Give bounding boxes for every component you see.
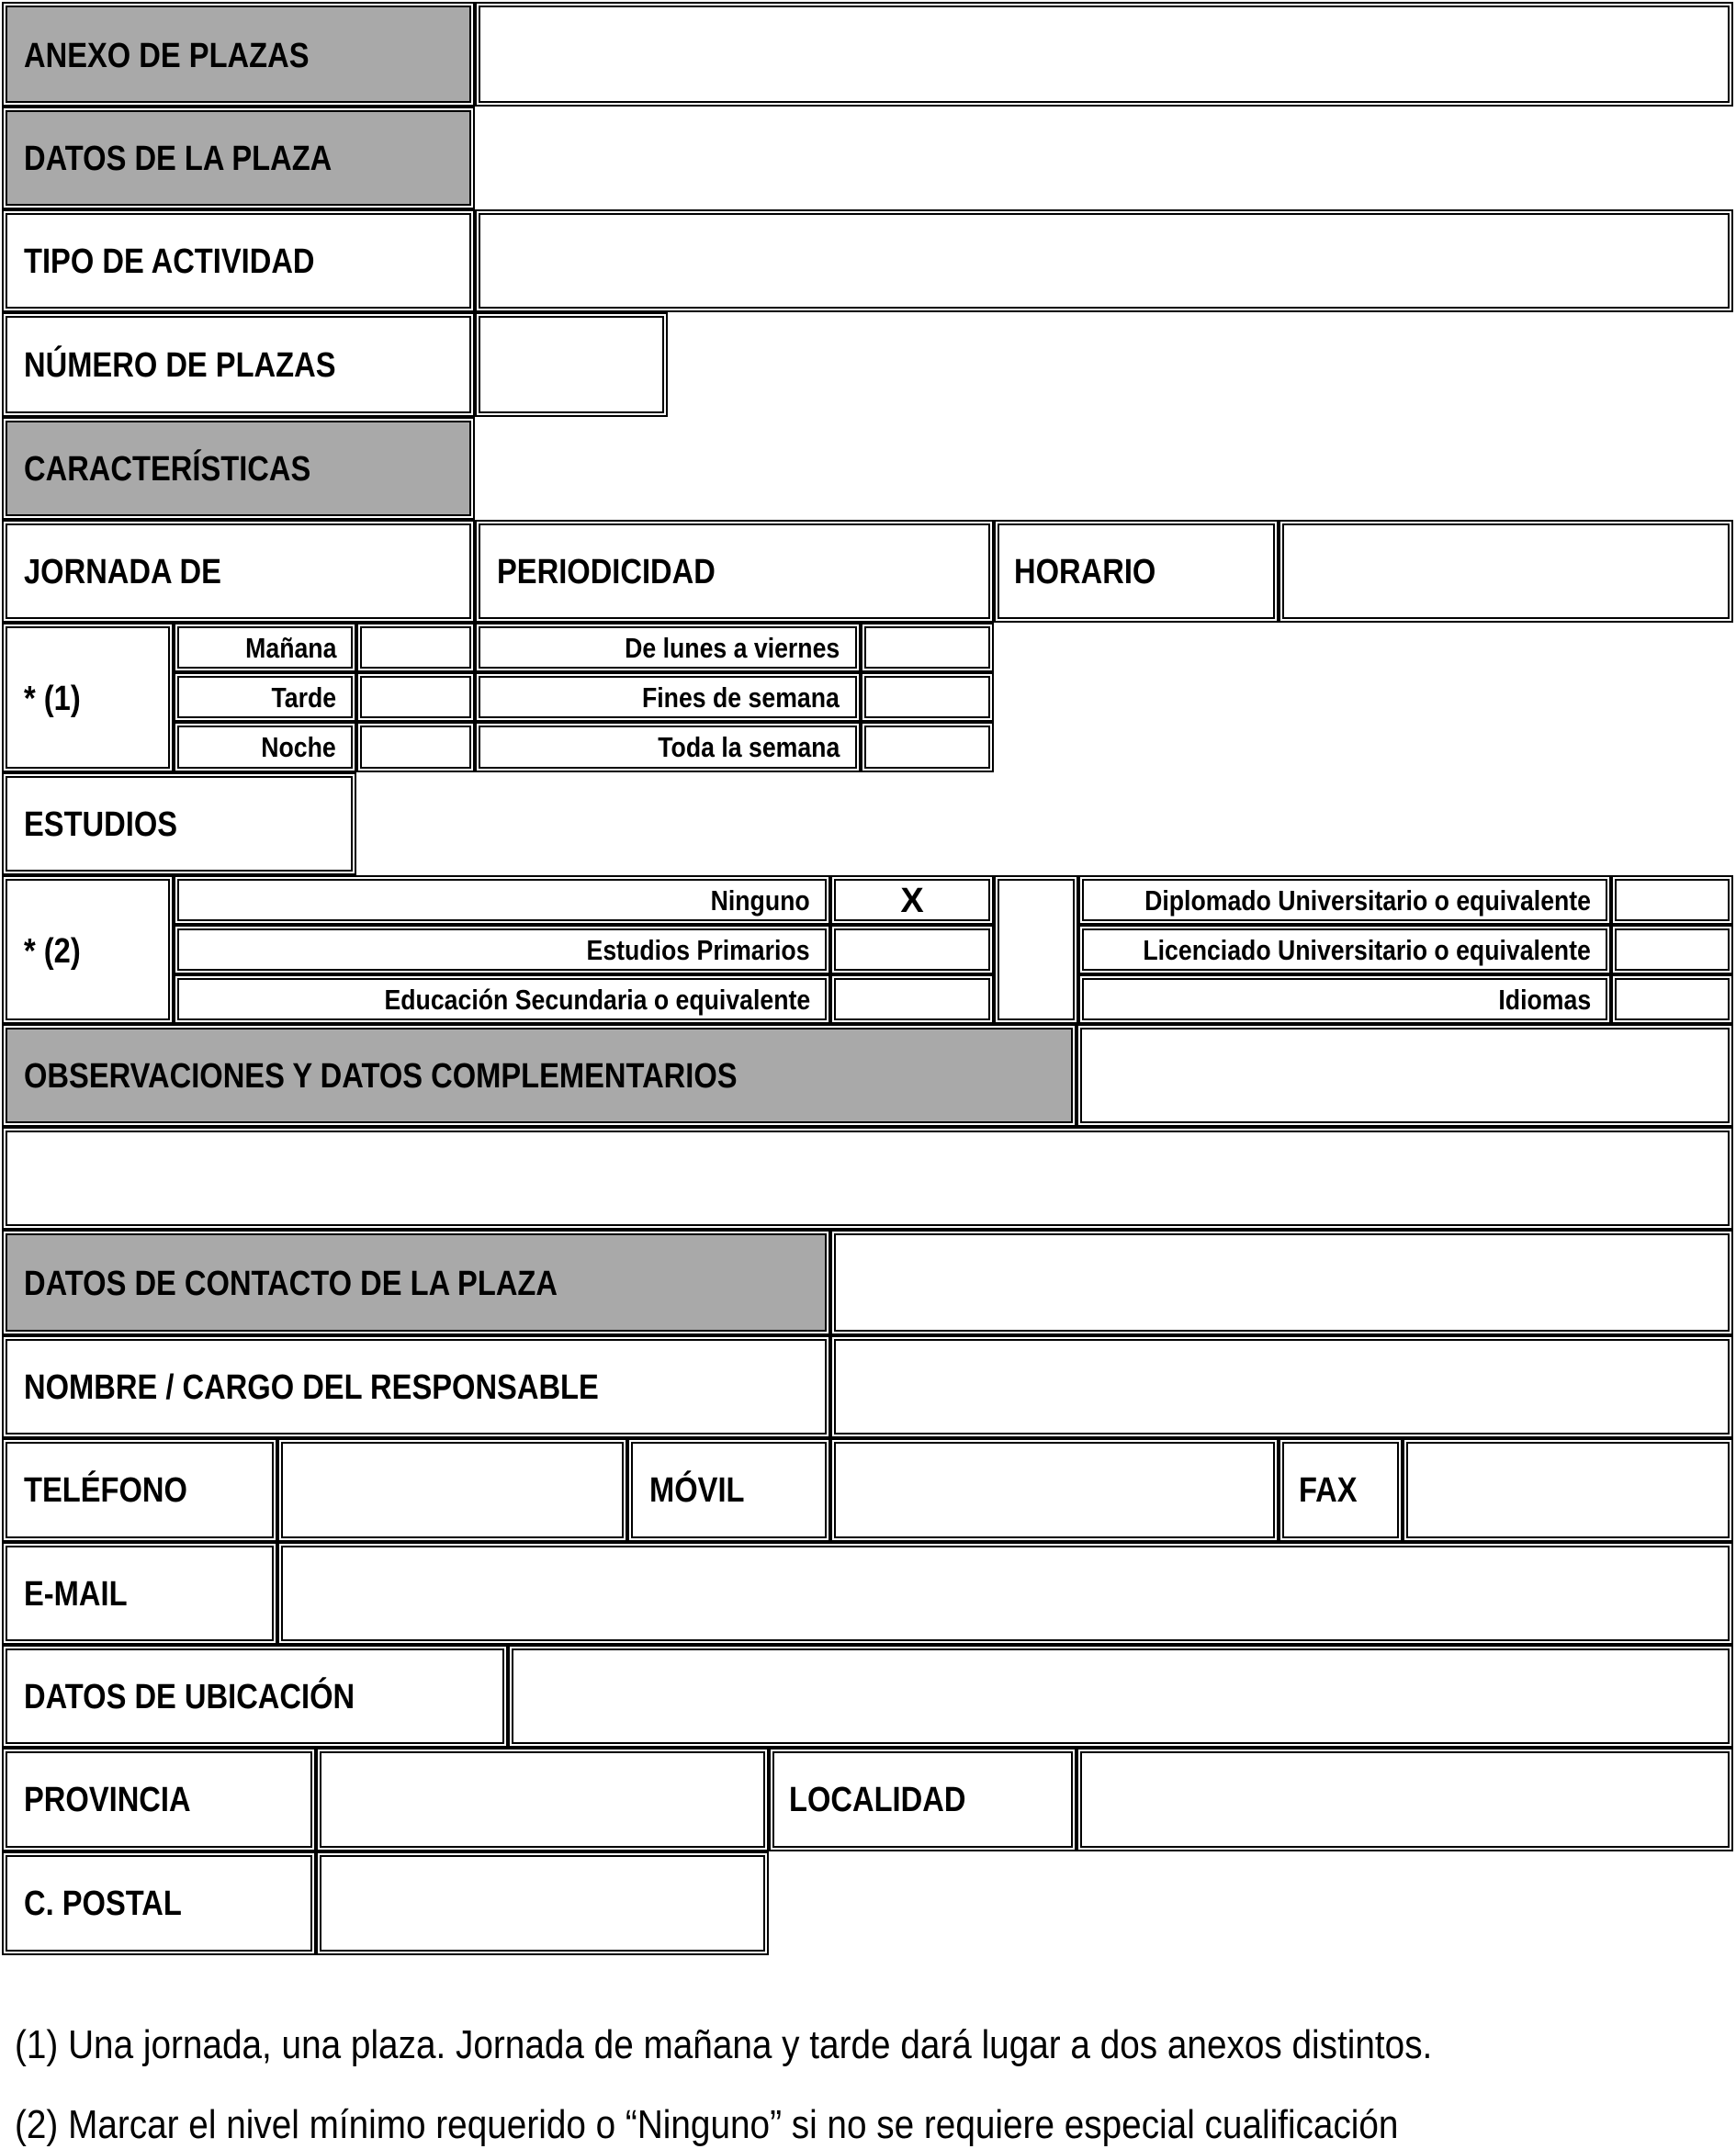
estudios-option-label: Diplomado Universitario o equivalente [1144, 884, 1591, 917]
c-postal-field[interactable] [316, 1851, 769, 1955]
periodicidad-option-label: Toda la semana [657, 731, 840, 763]
localidad-label: LOCALIDAD [789, 1781, 966, 1819]
periodicidad-option-label: Fines de semana [642, 681, 840, 714]
jornada-checkbox-manana[interactable] [356, 623, 475, 672]
email-label: E-MAIL [24, 1575, 128, 1614]
estudios-checkbox-primarios[interactable] [830, 925, 994, 974]
provincia-field[interactable] [316, 1748, 769, 1851]
ubicacion-field[interactable] [508, 1645, 1733, 1748]
footnote-1: (1) Una jornada, una plaza. Jornada de mañana y tarde dará lugar a dos anexos distintos. [15, 2022, 1433, 2067]
observaciones-side-field[interactable] [1077, 1024, 1733, 1127]
movil-field[interactable] [830, 1438, 1279, 1542]
estudios-option-label: Estudios Primarios [587, 934, 810, 966]
observaciones-title: OBSERVACIONES Y DATOS COMPLEMENTARIOS [24, 1057, 738, 1096]
fax-label: FAX [1299, 1471, 1358, 1510]
ref2-label: * (2) [24, 932, 81, 971]
horario-label: HORARIO [1014, 553, 1156, 591]
localidad-field[interactable] [1077, 1748, 1733, 1851]
horario-field[interactable] [1279, 520, 1733, 623]
jornada-checkbox-noche[interactable] [356, 722, 475, 772]
caracteristicas-title: CARACTERÍSTICAS [24, 450, 311, 489]
footnote-2: (2) Marcar el nivel mínimo requerido o “Ninguno” si no se requiere especial cualificación [15, 2102, 1399, 2147]
periodicidad-checkbox-fines-semana[interactable] [861, 672, 994, 722]
c-postal-label: C. POSTAL [24, 1885, 182, 1923]
estudios-option-label: Licenciado Universitario o equivalente [1143, 934, 1591, 966]
nombre-cargo-label: NOMBRE / CARGO DEL RESPONSABLE [24, 1368, 599, 1407]
estudios-label: ESTUDIOS [24, 805, 178, 844]
jornada-option-label: Mañana [244, 632, 336, 664]
periodicidad-option-label: De lunes a viernes [624, 632, 840, 664]
periodicidad-checkbox-toda-semana[interactable] [861, 722, 994, 772]
estudios-checkbox-diplomado[interactable] [1611, 875, 1733, 925]
ubicacion-label: DATOS DE UBICACIÓN [24, 1678, 355, 1716]
estudios-spacer-cell [994, 875, 1078, 1024]
telefono-label: TELÉFONO [24, 1471, 187, 1510]
jornada-option-label: Noche [261, 731, 336, 763]
estudios-checkbox-secundaria[interactable] [830, 974, 994, 1024]
email-field[interactable] [277, 1542, 1733, 1645]
jornada-checkbox-tarde[interactable] [356, 672, 475, 722]
jornada-option-label: Tarde [271, 681, 336, 714]
estudios-checkbox-idiomas[interactable] [1611, 974, 1733, 1024]
estudios-checkbox-licenciado[interactable] [1611, 925, 1733, 974]
tipo-actividad-label: TIPO DE ACTIVIDAD [24, 242, 315, 281]
estudios-option-label: Ninguno [710, 884, 810, 917]
periodicidad-label: PERIODICIDAD [497, 553, 716, 591]
movil-label: MÓVIL [649, 1471, 745, 1510]
datos-plaza-title: DATOS DE LA PLAZA [24, 140, 333, 178]
anexo-title: ANEXO DE PLAZAS [24, 37, 310, 75]
tipo-actividad-field[interactable] [475, 209, 1733, 312]
periodicidad-checkbox-lunes-viernes[interactable] [861, 623, 994, 672]
ref1-label: * (1) [24, 680, 81, 718]
numero-plazas-field[interactable] [475, 312, 668, 417]
provincia-label: PROVINCIA [24, 1781, 191, 1819]
telefono-field[interactable] [277, 1438, 627, 1542]
nombre-cargo-field[interactable] [830, 1335, 1733, 1438]
observaciones-field[interactable] [2, 1127, 1733, 1230]
estudios-option-label: Educación Secundaria o equivalente [384, 984, 810, 1016]
contacto-side-field[interactable] [830, 1230, 1733, 1335]
estudios-option-label: Idiomas [1498, 984, 1591, 1016]
jornada-label: JORNADA DE [24, 553, 221, 591]
contacto-title: DATOS DE CONTACTO DE LA PLAZA [24, 1265, 558, 1303]
fax-field[interactable] [1403, 1438, 1733, 1542]
ninguno-check-mark: X [900, 882, 924, 920]
numero-plazas-label: NÚMERO DE PLAZAS [24, 346, 336, 385]
anexo-field[interactable] [475, 2, 1733, 107]
